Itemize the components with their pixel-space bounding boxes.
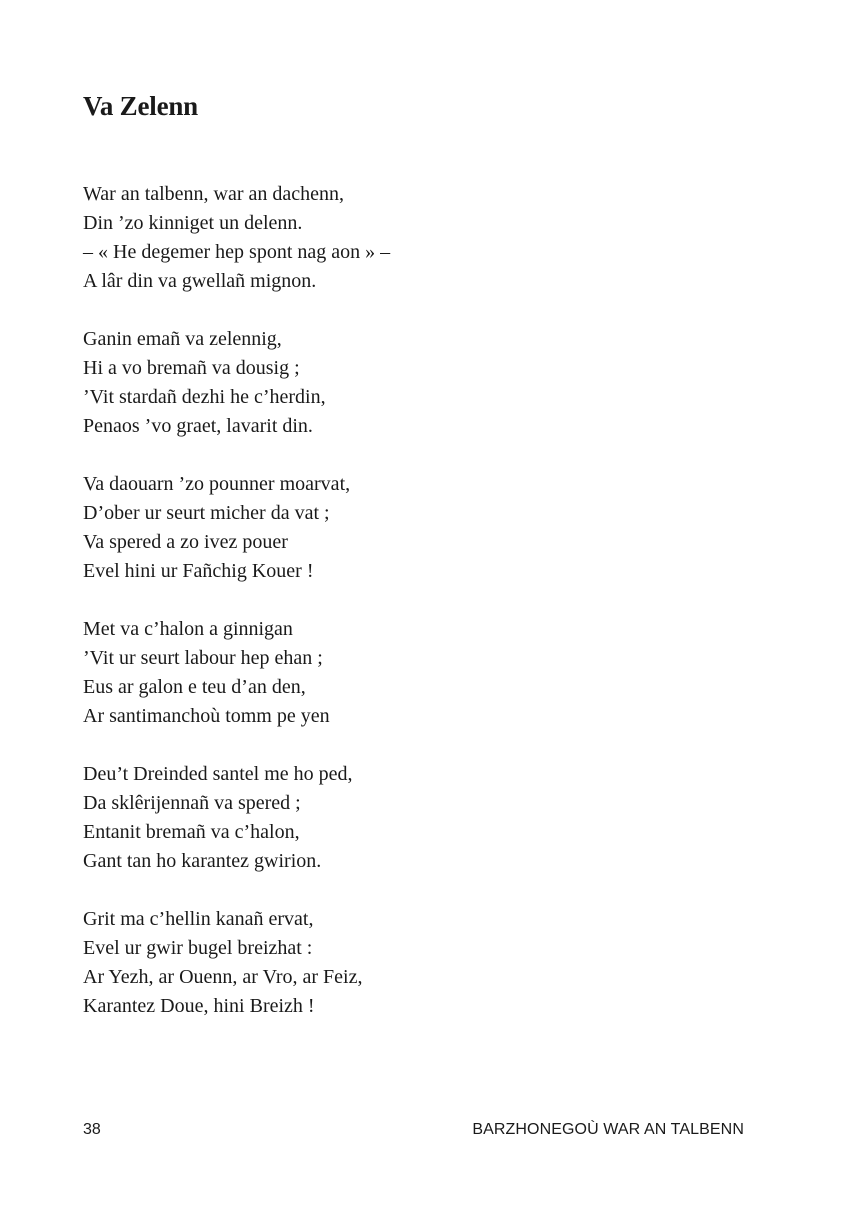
poem-line: Va spered a zo ivez pouer — [83, 531, 288, 553]
poem-line: A lâr din va gwellañ mignon. — [83, 270, 317, 292]
poem-line: Deu’t Dreinded santel me ho ped, — [83, 763, 353, 785]
poem-line: Hi a vo bremañ va dousig ; — [83, 357, 300, 379]
poem-line: Ganin emañ va zelennig, — [83, 328, 282, 350]
poem-line: Entanit bremañ va c’halon, — [83, 821, 300, 843]
poem-line: Evel ur gwir bugel breizhat : — [83, 937, 313, 959]
stanza — [83, 615, 783, 731]
poem-line: Ar Yezh, ar Ouenn, ar Vro, ar Feiz, — [83, 966, 363, 988]
poem-line: Penaos ’vo graet, lavarit din. — [83, 415, 313, 437]
poem-title: Va Zelenn — [83, 91, 198, 121]
poem-line: Evel hini ur Fañchig Kouer ! — [83, 560, 314, 582]
poem-line: Ar santimanchoù tomm pe yen — [83, 705, 330, 727]
stanza — [83, 905, 783, 1021]
poem-line: Met va c’halon a ginnigan — [83, 618, 293, 640]
poem-line: D’ober ur seurt micher da vat ; — [83, 502, 330, 524]
poem-line: Eus ar galon e teu d’an den, — [83, 676, 306, 698]
stanza — [83, 760, 783, 876]
poem-line: ’Vit stardañ dezhi he c’herdin, — [83, 386, 326, 408]
poem-line: Da sklêrijennañ va spered ; — [83, 792, 301, 814]
page-number: 38 — [83, 1121, 101, 1138]
poem-line: – « He degemer hep spont nag aon » – — [83, 241, 391, 263]
stanza — [83, 180, 783, 296]
poem-body — [83, 180, 783, 1050]
poem-line: Grit ma c’hellin kanañ ervat, — [83, 908, 314, 930]
poem-line: Va daouarn ’zo pounner moarvat, — [83, 473, 351, 495]
stanza — [83, 325, 783, 441]
poem-line: Karantez Doue, hini Breizh ! — [83, 995, 315, 1017]
poem-line: War an talbenn, war an dachenn, — [83, 183, 345, 205]
running-title: BARZHONEGOÙ WAR AN TALBENN — [472, 1121, 744, 1138]
poem-line: Din ’zo kinniget un delenn. — [83, 212, 303, 234]
poem-line: Gant tan ho karantez gwirion. — [83, 850, 322, 872]
poem-line: ’Vit ur seurt labour hep ehan ; — [83, 647, 323, 669]
stanza — [83, 470, 783, 586]
